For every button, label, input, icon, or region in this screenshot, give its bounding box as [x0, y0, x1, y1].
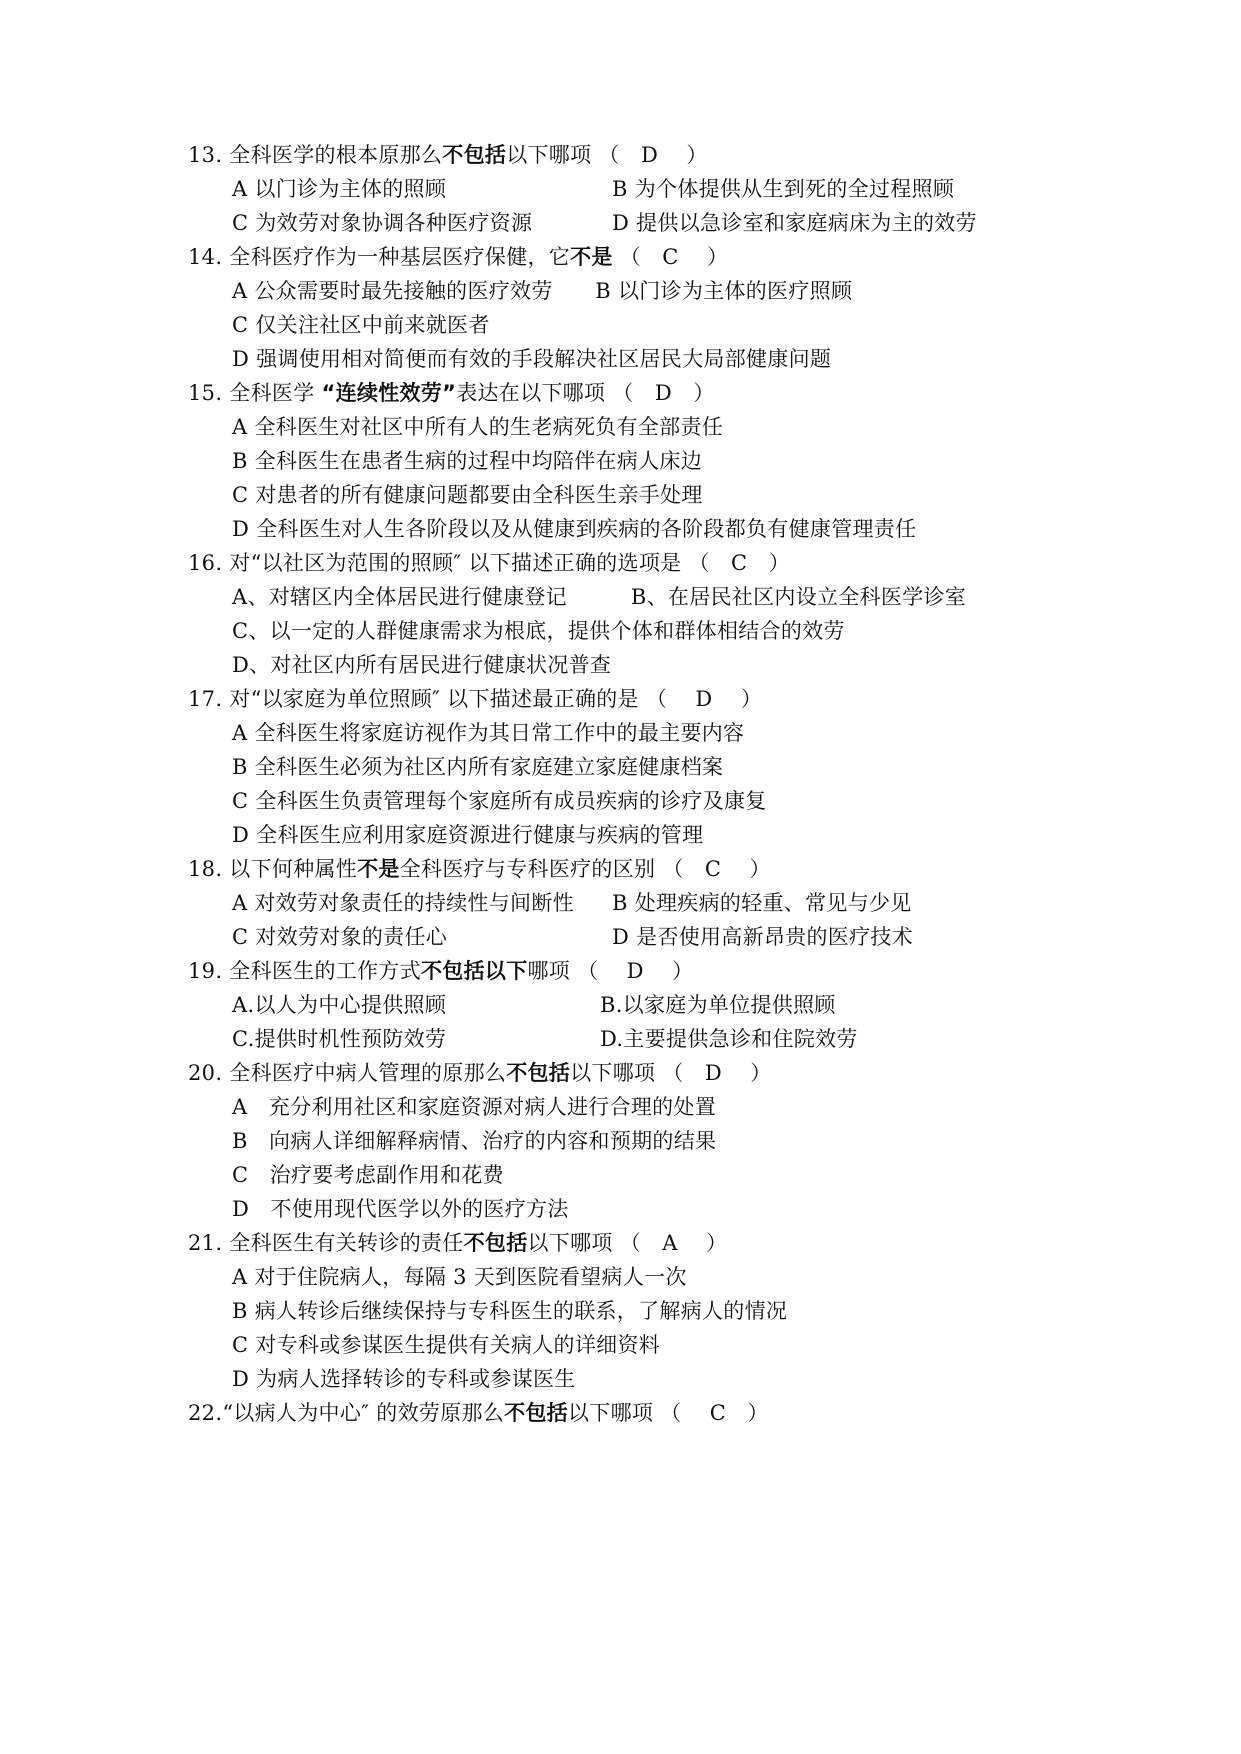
question-18 — [188, 854, 771, 884]
option-a: A.以人为中心提供照顾 — [232, 993, 447, 1017]
question-emphasis: “连续性效劳” — [321, 381, 457, 405]
option-c: C 对患者的所有健康问题都要由全科医生亲手处理 — [232, 483, 703, 507]
question-number: 17. — [188, 687, 223, 711]
question-emphasis: 不是 — [357, 857, 400, 881]
option-d: D 不使用现代医学以外的医疗方法 — [232, 1197, 569, 1221]
option-c: C 为效劳对象协调各种医疗资源 — [232, 211, 533, 235]
question-22 — [188, 1398, 769, 1428]
question-16 — [188, 548, 790, 578]
answer-key: （ C ） — [662, 857, 771, 881]
question-13 — [188, 140, 708, 170]
question-text-tail: 以下哪项 — [570, 1061, 656, 1085]
question-19 — [188, 956, 693, 986]
question-emphasis: 不包括以下 — [421, 959, 528, 983]
question-number: 21. — [188, 1231, 223, 1255]
option-c: C 全科医生负责管理每个家庭所有成员疾病的诊疗及康复 — [232, 789, 767, 813]
question-text-tail: 以下哪项 — [506, 143, 592, 167]
answer-key: （ D ） — [662, 1061, 772, 1085]
answer-key: （ D ） — [645, 687, 763, 711]
question-text: 全科医学 — [229, 381, 322, 405]
question-text: 全科医生有关转诊的责任 — [229, 1231, 464, 1255]
question-text: 以下何种属性 — [229, 857, 358, 881]
question-20 — [188, 1058, 772, 1088]
question-number: 15. — [188, 381, 223, 405]
answer-key: （ D ） — [577, 959, 694, 983]
question-text: 全科医学的根本原那么 — [229, 143, 443, 167]
question-text-tail: 全科医疗与专科医疗的区别 — [399, 857, 656, 881]
question-number: 14. — [188, 245, 223, 269]
question-text: 全科医疗中病人管理的原那么 — [229, 1061, 507, 1085]
option-c: C 仅关注社区中前来就医者 — [232, 313, 490, 337]
question-number: 16. — [188, 551, 223, 575]
question-number: 13. — [188, 143, 223, 167]
option-b: B 为个体提供从生到死的全过程照顾 — [612, 177, 955, 201]
answer-key: （ D ） — [598, 143, 708, 167]
option-d: D 是否使用高新昂贵的医疗技术 — [612, 925, 914, 949]
option-b: B.以家庭为单位提供照顾 — [600, 993, 836, 1017]
option-d: D 全科医生应利用家庭资源进行健康与疾病的管理 — [232, 823, 704, 847]
question-17 — [188, 684, 762, 714]
question-text: 全科医生的工作方式 — [229, 959, 421, 983]
option-d: D、对社区内所有居民进行健康状况普查 — [232, 653, 612, 677]
option-c: C.提供时机性预防效劳 — [232, 1027, 447, 1051]
question-emphasis: 不包括 — [506, 1061, 571, 1085]
option-d: D 全科医生对人生各阶段以及从健康到疾病的各阶段都负有健康管理责任 — [232, 517, 917, 541]
option-row: A 公众需要时最先接触的医疗效劳 B 以门诊为主体的医疗照顾 — [232, 279, 853, 303]
answer-key: （ D ） — [612, 381, 715, 405]
question-text-tail: 表达在以下哪项 — [456, 381, 606, 405]
option-a: A 全科医生对社区中所有人的生老病死负有全部责任 — [232, 415, 724, 439]
question-text: 对“以家庭为单位照顾″ 以下描述最正确的是 — [229, 687, 639, 711]
question-14 — [188, 242, 728, 272]
question-number: 20. — [188, 1061, 223, 1085]
option-a: A 对效劳对象责任的持续性与间断性 — [232, 891, 574, 915]
option-a: A 对于住院病人，每隔 3 天到医院看望病人一次 — [232, 1265, 687, 1289]
option-c: C 对效劳对象的责任心 — [232, 925, 448, 949]
option-a: A 全科医生将家庭访视作为其日常工作中的最主要内容 — [232, 721, 745, 745]
question-text: 对“以社区为范围的照顾″ 以下描述正确的选项是 — [229, 551, 682, 575]
question-number: 19. — [188, 959, 223, 983]
question-15 — [188, 378, 715, 408]
answer-key: （ C ） — [660, 1401, 769, 1425]
question-number: 18. — [188, 857, 223, 881]
option-b: B 病人转诊后继续保持与专科医生的联系，了解病人的情况 — [232, 1299, 788, 1323]
option-d: D 提供以急诊室和家庭病床为主的效劳 — [612, 211, 977, 235]
option-a: A 以门诊为主体的照顾 — [232, 177, 447, 201]
question-text: “以病人为中心″ 的效劳原那么 — [222, 1401, 505, 1425]
option-c: C 治疗要考虑副作用和花费 — [232, 1163, 504, 1187]
question-emphasis: 不包括 — [463, 1231, 528, 1255]
question-text-tail: 哪项 — [527, 959, 571, 983]
option-b: B 全科医生在患者生病的过程中均陪伴在病人床边 — [232, 449, 703, 473]
option-b: B 向病人详细解释病情、治疗的内容和预期的结果 — [232, 1129, 717, 1153]
option-d: D 强调使用相对简便而有效的手段解决社区居民大局部健康问题 — [232, 347, 832, 371]
answer-key: （ A ） — [619, 1231, 728, 1255]
option-c: C、以一定的人群健康需求为根底，提供个体和群体相结合的效劳 — [232, 619, 845, 643]
option-d: D.主要提供急诊和住院效劳 — [600, 1027, 858, 1051]
option-b: B 全科医生必须为社区内所有家庭建立家庭健康档案 — [232, 755, 724, 779]
option-d: D 为病人选择转诊的专科或参谋医生 — [232, 1367, 576, 1391]
answer-key: （ C ） — [619, 245, 729, 269]
option-b: B 处理疾病的轻重、常见与少见 — [612, 891, 912, 915]
question-emphasis: 不是 — [570, 245, 613, 269]
option-a: A 充分利用社区和家庭资源对病人进行合理的处置 — [232, 1095, 717, 1119]
option-c: C 对专科或参谋医生提供有关病人的详细资料 — [232, 1333, 661, 1357]
question-text-tail: 以下哪项 — [527, 1231, 613, 1255]
question-text-tail: 以下哪项 — [567, 1401, 654, 1425]
question-21 — [188, 1228, 727, 1258]
answer-key: （ C ） — [688, 551, 791, 575]
option-row: A、对辖区内全体居民进行健康登记 B、在居民社区内设立全科医学诊室 — [232, 585, 967, 609]
question-emphasis: 不包括 — [504, 1401, 568, 1425]
question-number: 22. — [188, 1401, 223, 1425]
question-text: 全科医疗作为一种基层医疗保健，它 — [229, 245, 571, 269]
question-emphasis: 不包括 — [442, 143, 507, 167]
